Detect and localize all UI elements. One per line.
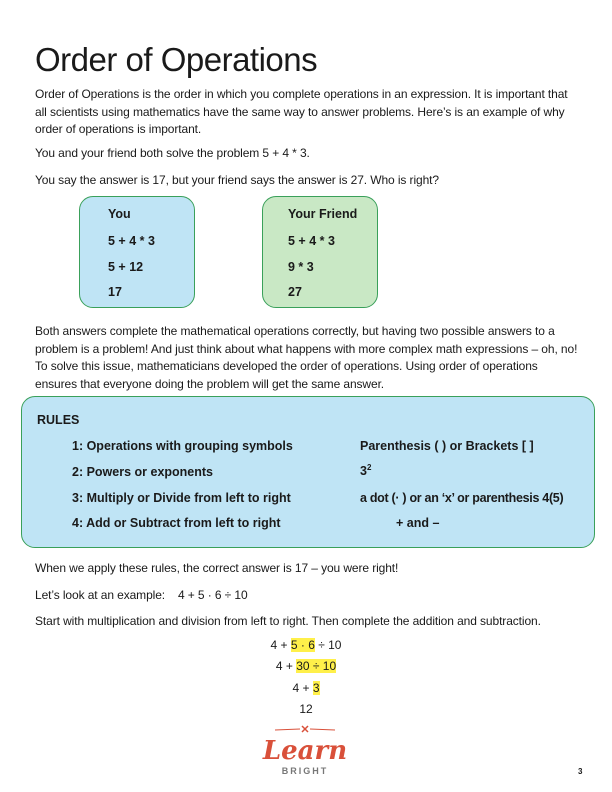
problem-line: You and your friend both solve the problem 5 + 4 * 3.: [35, 146, 310, 160]
step-3-highlight: 3: [312, 681, 320, 695]
example-step-2: [0, 659, 612, 673]
conclusion-line: When we apply these rules, the correct answer is 17 – you were right!: [35, 561, 399, 575]
friend-step-1: 5 + 4 * 3: [288, 234, 335, 248]
rules-box: [21, 396, 595, 548]
intro-paragraph: Order of Operations is the order in which you complete operations in an expression. It is important that all scientists using mathematics have the same way to answer problems. Here’s is an example of why order of operations is important.: [35, 87, 568, 136]
step-1-post: ÷ 10: [314, 638, 342, 652]
rule-2-label: 2: Powers or exponents: [72, 465, 214, 479]
exponent-base: 3: [360, 464, 367, 479]
example-step-3: [0, 681, 612, 695]
you-step-2: 5 + 12: [108, 260, 144, 274]
instruction-line: Start with multiplication and division from left to right. Then complete the addition and subtraction.: [35, 614, 541, 628]
page-number: 3: [578, 767, 583, 776]
example-intro-line: Let’s look at an example: 4 + 5 · 6 ÷ 10: [35, 588, 248, 602]
example-step-1: [0, 638, 612, 652]
you-solution-box: [79, 196, 195, 308]
example-step-4: 12: [299, 702, 313, 716]
svg-text:BRIGHT: BRIGHT: [281, 766, 329, 776]
svg-text:Learn: Learn: [262, 736, 348, 766]
you-heading: You: [108, 207, 131, 221]
rule-3-example: a dot (· ) or an ‘x’ or parenthesis 4(5): [360, 491, 564, 505]
friend-step-3: 27: [288, 285, 302, 299]
explanation-paragraph: Both answers complete the mathematical operations correctly, but having two possible answers to a problem is a problem! And just think about what happens with more complex math expressions – oh, no! To solve this issue, mathematicians developed the order of operations. Using order of operations ensures that everyone doing the problem will get the same answer.: [35, 324, 578, 391]
question-line: You say the answer is 17, but your friend says the answer is 27. Who is right?: [35, 173, 439, 187]
rule-1-example: Parenthesis ( ) or Brackets [ ]: [360, 439, 534, 453]
friend-step-2: 9 * 3: [288, 260, 314, 274]
step-1-highlight: 5 · 6: [290, 638, 315, 652]
rule-4-label: 4: Add or Subtract from left to right: [72, 516, 281, 530]
rule-1-label: 1: Operations with grouping symbols: [72, 439, 293, 453]
rules-title: RULES: [37, 413, 80, 427]
step-2-highlight: 30 ÷ 10: [296, 659, 337, 673]
step-3-pre: 4 +: [292, 681, 313, 695]
page-title: Order of Operations: [35, 41, 318, 78]
rule-3-label: 3: Multiply or Divide from left to right: [72, 491, 291, 505]
friend-heading: Your Friend: [288, 207, 358, 221]
step-1-pre: 4 +: [270, 638, 291, 652]
you-step-3: 17: [108, 285, 122, 299]
learn-bright-logo: [245, 722, 365, 782]
exponent-power: 2: [366, 463, 372, 472]
rule-2-example: [360, 463, 371, 478]
step-2-pre: 4 +: [275, 659, 297, 673]
friend-solution-box: [262, 196, 378, 308]
you-step-1: 5 + 4 * 3: [108, 234, 155, 248]
pencil-mark-icon: [275, 726, 335, 732]
rule-4-example: + and –: [396, 516, 440, 530]
